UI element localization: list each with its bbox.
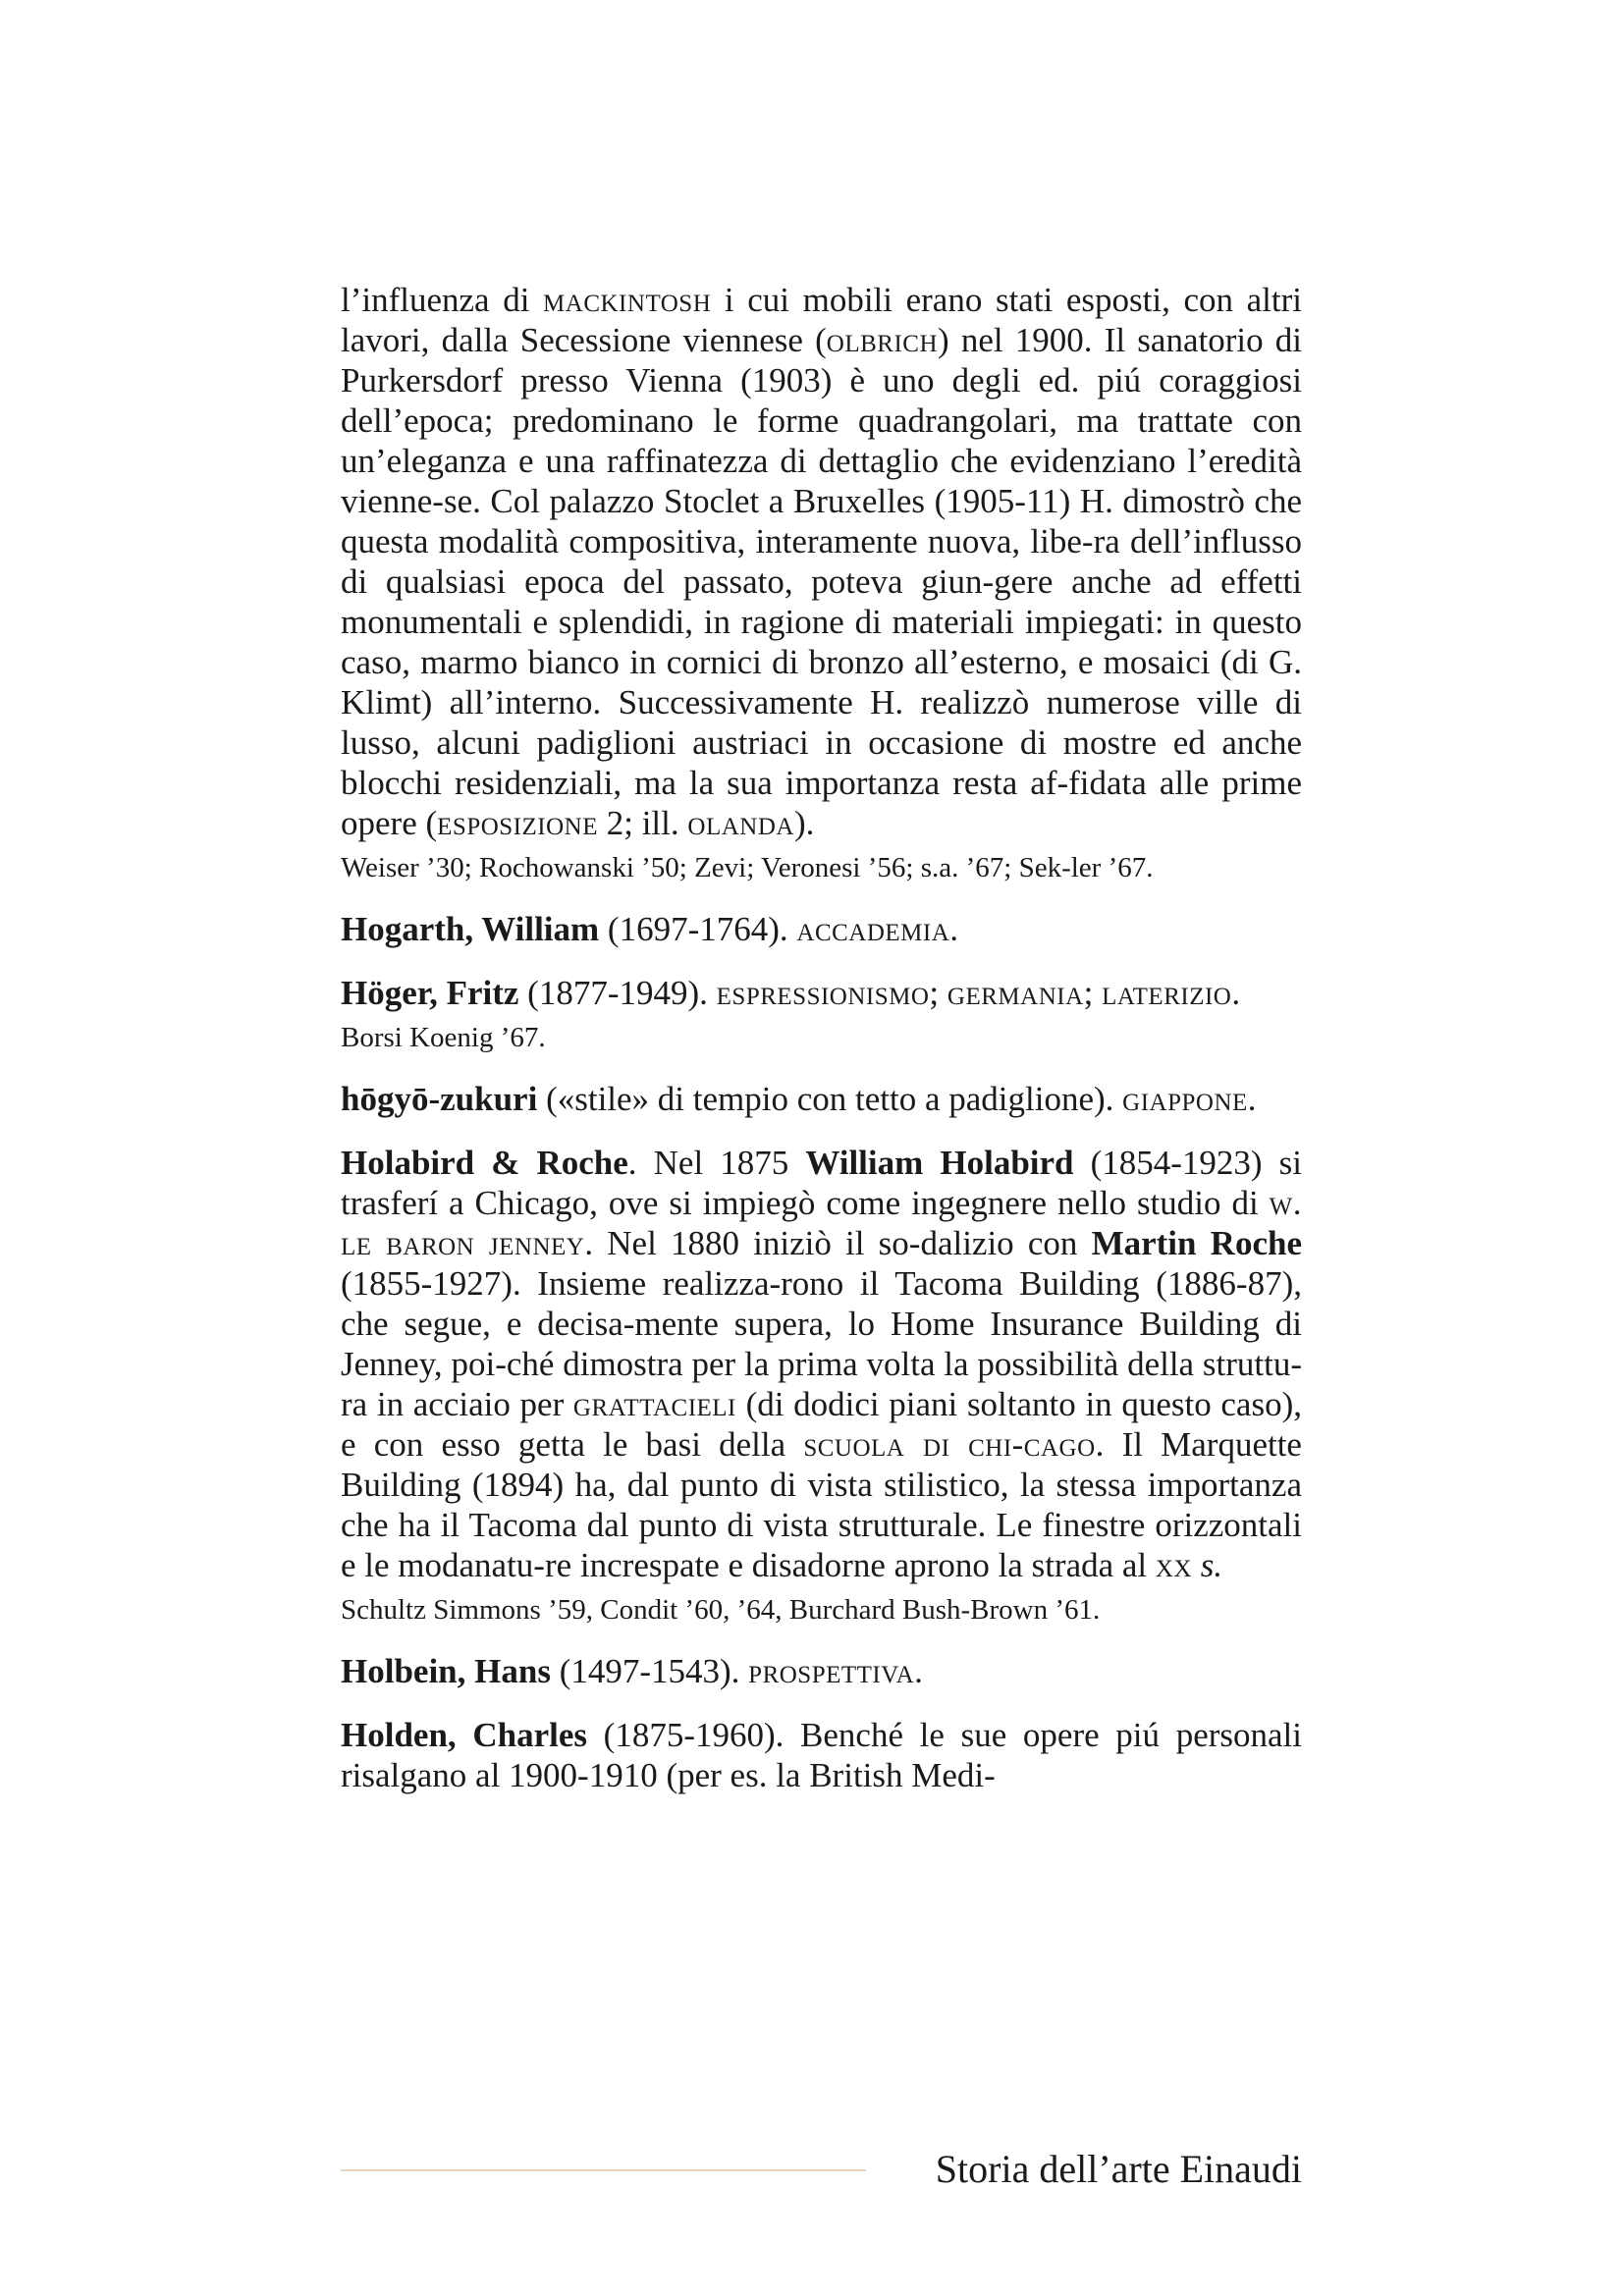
headword: Holden, Charles bbox=[341, 1716, 587, 1754]
bibliography: Schultz Simmons ’59, Condit ’60, ’64, Burchard Bush-Brown ’61. bbox=[341, 1594, 1101, 1626]
cross-reference: accademia. bbox=[796, 910, 959, 948]
cross-reference: giappone. bbox=[1122, 1080, 1258, 1118]
bibliography: Weiser ’30; Rochowanski ’50; Zevi; Veronesi ’56; s.a. ’67; Sek-ler ’67. bbox=[341, 852, 1154, 883]
entry-body bbox=[341, 909, 1302, 949]
text-run: . Il Marquette Building (1894) ha, dal punto di vista stilistico, la stessa importanza che ha il Tacoma dal punto di vista strutturale. Le finestre orizzontali e le modanatu-re increspate e disadorne aprono la strada al bbox=[341, 1425, 1302, 1584]
headword: William Holabird bbox=[805, 1144, 1074, 1182]
text-run: (1855-1927). Insieme realizza-rono il Tacoma Building (1886-87), che segue, e decisa-mente supera, lo Home Insurance Building di Jenney, poi-ché dimostra per la prima volta la possibilità della struttu-ra in acciaio per bbox=[341, 1264, 1302, 1423]
entry-body bbox=[341, 1715, 1302, 1795]
bibliography: Borsi Koenig ’67. bbox=[341, 1022, 546, 1053]
cross-reference: scuola di chi-cago bbox=[803, 1425, 1096, 1464]
cross-reference: germania bbox=[947, 974, 1084, 1012]
text-run: ) nel 1900. Il sanatorio di Purkersdorf presso Vienna (1903) è uno degli ed. piú coraggiosi dell’epoca; predominano le forme quadrangolari, ma trattate con un’eleganza e una raffinatezza di dettaglio che evidenziano l’eredità vienne-se. Col palazzo Stoclet a Bruxelles (1905-11) H. dimostrò che questa modalità compositiva, interamente nuova, libe-ra dell’influsso di qualsiasi epoca del passato, poteva giun-gere anche ad effetti monumentali e splendidi, in ragione di materiali impiegati: in questo caso, marmo bianco in cornici di bronzo all’esterno, e mosaici (di G. Klimt) all’interno. Successivamente H. realizzò numerose ville di lusso, alcuni padiglioni austriaci in occasione di mostre ed anche blocchi residenziali, ma la sua importanza resta af-fidata alle prime opere ( bbox=[341, 321, 1302, 842]
entry-body bbox=[341, 973, 1302, 1013]
headword: Martin Roche bbox=[1091, 1224, 1302, 1262]
cross-reference: olanda bbox=[687, 804, 794, 842]
footer-title: Storia dell’arte Einaudi bbox=[935, 2147, 1302, 2191]
headword: hōgyō-zukuri bbox=[341, 1080, 538, 1118]
text-run: ; bbox=[1083, 974, 1103, 1012]
page-content bbox=[341, 280, 1302, 1795]
entry-body bbox=[341, 1651, 1302, 1691]
cross-reference: laterizio. bbox=[1102, 974, 1241, 1012]
text-run bbox=[1192, 1546, 1201, 1584]
text-run: ). bbox=[793, 804, 815, 842]
cross-reference: grattacieli bbox=[572, 1385, 736, 1423]
cross-reference: prospettiva. bbox=[748, 1652, 924, 1690]
cross-reference: mackintosh bbox=[543, 281, 712, 319]
text-run: («stile» di tempio con tetto a padiglione). bbox=[537, 1080, 1123, 1118]
entry-holden bbox=[341, 1715, 1302, 1795]
text-run: (di dodici piani soltanto in questo caso), e con esso getta le basi della bbox=[341, 1385, 1302, 1464]
text-run: i cui mobili erano stati esposti, con altri lavori, dalla Secessione viennese ( bbox=[341, 281, 1302, 359]
page-footer bbox=[341, 2145, 1302, 2204]
text-run: s. bbox=[1200, 1546, 1223, 1584]
text-run: (1697-1764). bbox=[599, 910, 797, 948]
headword: Holbein, Hans bbox=[341, 1652, 551, 1690]
text-run: . Nel 1880 iniziò il so-dalizio con bbox=[584, 1224, 1092, 1262]
entry-body bbox=[341, 1079, 1302, 1119]
headword: Höger, Fritz bbox=[341, 974, 519, 1012]
entry-hogarth bbox=[341, 909, 1302, 949]
entry-holabird-roche bbox=[341, 1143, 1302, 1628]
entry-body bbox=[341, 1143, 1302, 1585]
cross-reference: xx bbox=[1155, 1546, 1193, 1584]
entry-holbein bbox=[341, 1651, 1302, 1691]
entry-hoffmann-cont bbox=[341, 280, 1302, 885]
entry-hogyo-zukuri bbox=[341, 1079, 1302, 1119]
cross-reference: esposizione bbox=[437, 804, 598, 842]
text-run: . Nel 1875 bbox=[627, 1144, 806, 1182]
cross-reference: w. le baron jenney bbox=[341, 1184, 1302, 1262]
cross-reference: espressionismo bbox=[716, 974, 930, 1012]
footer-rule bbox=[341, 2169, 866, 2171]
text-run: (1854-1923) si trasferí a Chicago, ove si impiegò come ingegnere nello studio di bbox=[341, 1144, 1303, 1222]
entry-hoger bbox=[341, 973, 1302, 1055]
text-run: 2; ill. bbox=[597, 804, 688, 842]
headword: Holabird & Roche bbox=[341, 1144, 628, 1182]
text-run: (1875-1960). Benché le sue opere piú personali risalgano al 1900-1910 (per es. la British Medi- bbox=[341, 1716, 1302, 1794]
text-run: (1497-1543). bbox=[550, 1652, 749, 1690]
text-run: l’influenza di bbox=[341, 281, 544, 319]
text-run: (1877-1949). bbox=[518, 974, 717, 1012]
text-run: ; bbox=[929, 974, 947, 1012]
cross-reference: olbrich bbox=[826, 321, 939, 359]
entry-body bbox=[341, 280, 1302, 843]
headword: Hogarth, William bbox=[341, 910, 600, 948]
